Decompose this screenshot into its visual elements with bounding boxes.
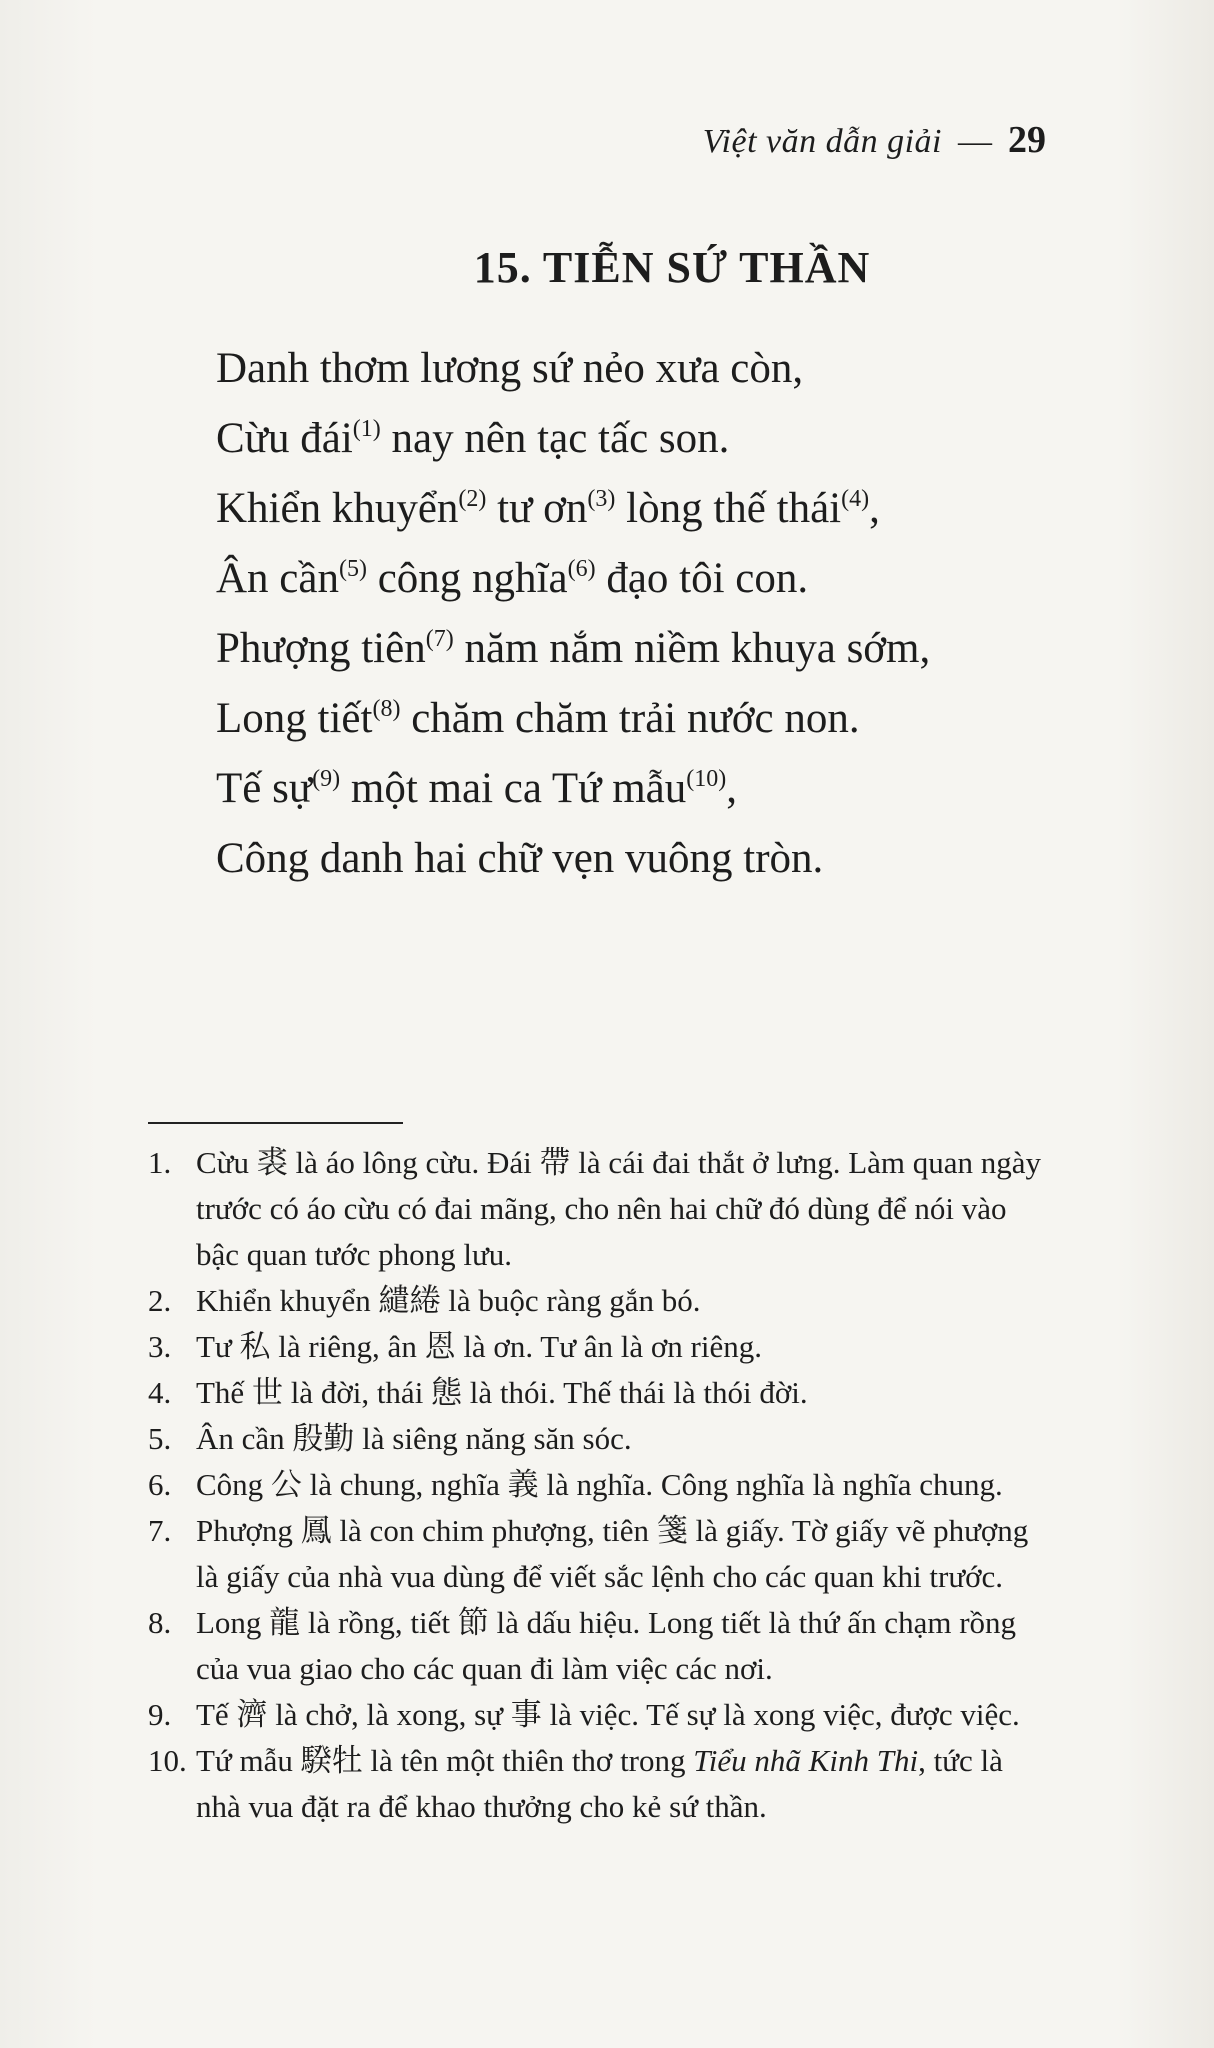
poem-text: lòng thế thái: [615, 485, 842, 532]
poem-line: [216, 404, 1116, 474]
poem-line: [216, 684, 1116, 754]
footnote-segment: Cừu 裘 là áo lông cừu. Đái 帶 là cái đai thắt ở lưng. Làm quan ngày trước có áo cừu có đai mãng, cho nên hai chữ đó dùng để nói vào bậc quan tước phong lưu.: [196, 1145, 1042, 1272]
footnote-item: [148, 1416, 1048, 1462]
footnote-segment: Khiển khuyển 繾綣 là buộc ràng gắn bó.: [196, 1283, 701, 1318]
footnote-segment: Công 公 là chung, nghĩa 義 là nghĩa. Công nghĩa là nghĩa chung.: [196, 1467, 1003, 1502]
poem-text: tư ơn: [486, 485, 588, 532]
footnote-divider: [148, 1122, 403, 1124]
footnote-ref: (2): [458, 486, 487, 512]
footnote-item: [148, 1370, 1048, 1416]
running-title: Việt văn dẫn giải: [702, 123, 942, 160]
poem-text: công nghĩa: [366, 555, 568, 602]
footnote-text: [196, 1508, 1048, 1600]
poem-text: một mai ca Tứ mẫu: [340, 765, 687, 812]
poem-text: Tế sự: [216, 765, 313, 812]
footnote-text: [196, 1462, 1048, 1508]
poem-line: [216, 474, 1116, 544]
poem-text: ,: [726, 765, 737, 812]
footnote-text: [196, 1140, 1048, 1278]
poem-line: [216, 824, 1116, 894]
footnote-ref: (7): [425, 626, 454, 652]
footnote-ref: (8): [372, 696, 401, 722]
poem-line: [216, 754, 1116, 824]
poem-text: Danh thơm lương sứ nẻo xưa còn,: [216, 345, 804, 392]
footnote-text: [196, 1370, 1048, 1416]
footnote-segment: Phượng 鳳 là con chim phượng, tiên 箋 là giấy. Tờ giấy vẽ phượng là giấy của nhà vua dùng để viết sắc lệnh cho các quan khi trước.: [196, 1513, 1029, 1594]
footnote-number: 6.: [148, 1467, 172, 1502]
footnote-italic: Tiểu nhã Kinh Thi: [693, 1743, 919, 1778]
footnote-number: 1.: [148, 1145, 172, 1180]
poem-text: Phượng tiên: [216, 625, 426, 672]
footnote-ref: (10): [686, 766, 727, 792]
footnote-text: [196, 1416, 1048, 1462]
footnote-number: 3.: [148, 1329, 172, 1364]
footnote-item: [148, 1140, 1048, 1278]
footnote-ref: (9): [312, 766, 341, 792]
footnote-item: [148, 1692, 1048, 1738]
header-dash: —: [958, 123, 992, 160]
footnote-segment: Tứ mẫu 騤牡 là tên một thiên thơ trong: [196, 1743, 694, 1778]
footnote-item: [148, 1278, 1048, 1324]
poem-text: Công danh hai chữ vẹn vuông tròn.: [216, 835, 824, 882]
footnote-ref: (4): [841, 486, 870, 512]
footnote-text: [196, 1738, 1048, 1830]
footnote-item: [148, 1738, 1048, 1830]
footnote-item: [148, 1324, 1048, 1370]
poem-text: đạo tôi con.: [595, 555, 809, 602]
footnote-number: 10.: [148, 1743, 187, 1778]
poem-line: [216, 614, 1116, 684]
footnote-item: [148, 1508, 1048, 1600]
running-header: [703, 118, 1046, 162]
footnote-number: 7.: [148, 1513, 172, 1548]
footnote-item: [148, 1462, 1048, 1508]
footnote-text: [196, 1278, 1048, 1324]
footnote-ref: (5): [338, 556, 367, 582]
poem-text: Ân cần: [216, 555, 339, 602]
footnote-ref: (1): [352, 416, 381, 442]
footnotes-list: [148, 1140, 1048, 1830]
poem-text: chăm chăm trải nước non.: [400, 695, 860, 742]
footnote-segment: Ân cần 殷勤 là siêng năng săn sóc.: [196, 1421, 632, 1456]
footnote-ref: (3): [587, 486, 616, 512]
footnote-segment: Thế 世 là đời, thái 態 là thói. Thế thái là thói đời.: [196, 1375, 808, 1410]
poem-body: [216, 334, 1116, 894]
footnote-number: 2.: [148, 1283, 172, 1318]
footnote-number: 5.: [148, 1421, 172, 1456]
poem-text: Cừu đái: [216, 415, 353, 462]
footnote-number: 9.: [148, 1697, 172, 1732]
footnote-number: 8.: [148, 1605, 172, 1640]
poem-text: Long tiết: [216, 695, 373, 742]
footnote-item: [148, 1600, 1048, 1692]
page-number: 29: [1008, 119, 1046, 161]
footnote-segment: , tức là nhà vua đặt ra để khao thưởng cho kẻ sứ thần.: [196, 1743, 1003, 1824]
footnote-segment: Long 龍 là rồng, tiết 節 là dấu hiệu. Long tiết là thứ ấn chạm rồng của vua giao cho các quan đi làm việc các nơi.: [196, 1605, 1017, 1686]
footnote-text: [196, 1600, 1048, 1692]
footnote-ref: (6): [567, 556, 596, 582]
poem-title: 15. TIỄN SỨ THẦN: [473, 243, 871, 292]
footnote-text: [196, 1324, 1048, 1370]
poem-text: năm nắm niềm khuya sớm,: [453, 625, 931, 672]
poem-text: nay nên tạc tấc son.: [380, 415, 730, 462]
footnote-segment: Tế 濟 là chở, là xong, sự 事 là việc. Tế sự là xong việc, được việc.: [196, 1697, 1020, 1732]
poem-line: [216, 334, 1116, 404]
footnote-text: [196, 1692, 1048, 1738]
poem-text: ,: [869, 485, 880, 532]
footnote-segment: Tư 私 là riêng, ân 恩 là ơn. Tư ân là ơn riêng.: [196, 1329, 762, 1364]
poem-text: Khiển khuyển: [216, 485, 459, 532]
footnote-number: 4.: [148, 1375, 172, 1410]
poem-line: [216, 544, 1116, 614]
